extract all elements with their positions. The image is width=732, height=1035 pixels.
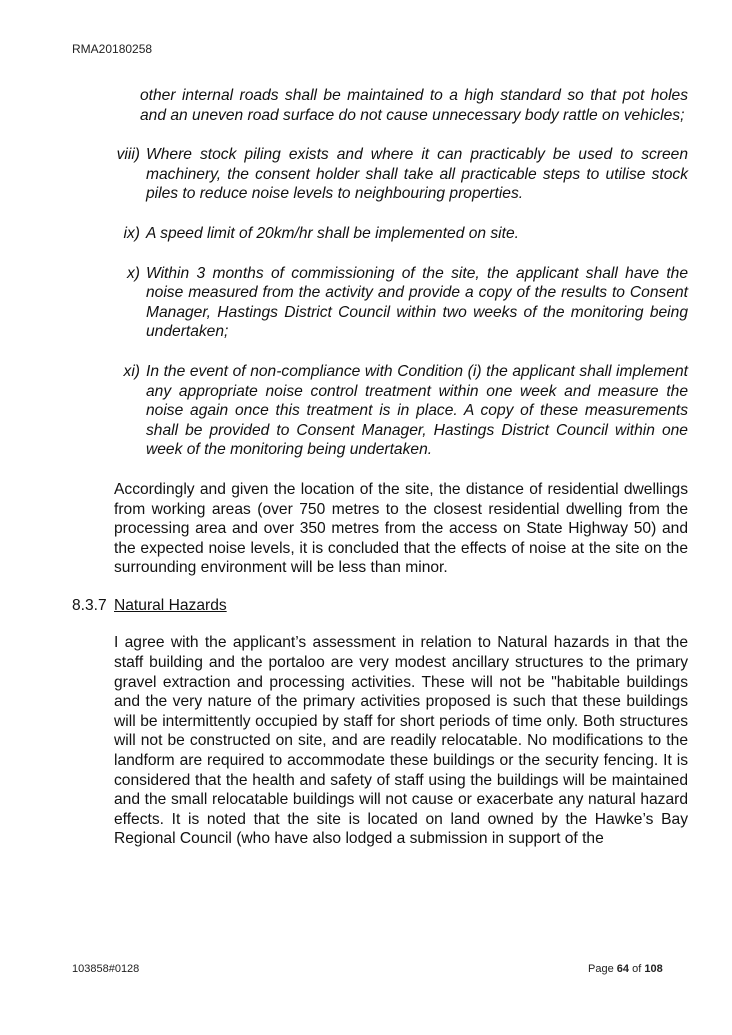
condition-text: Within 3 months of commissioning of the site, the applicant shall have the noise measured from the activity and provide a copy of the results to Consent Manager, Hastings District Council within two weeks of the monitoring being undertaken; <box>146 264 688 341</box>
noise-conclusion-paragraph: Accordingly and given the location of the site, the distance of residential dwellings from working areas (over 750 metres to the closest residential dwelling from the processing area and over 350 metres from the access on State Highway 50) and the expected noise levels, it is concluded that the effects of noise at the site on the surrounding environment will be less than minor. <box>114 480 688 577</box>
condition-item <box>72 224 688 244</box>
natural-hazards-paragraph: I agree with the applicant’s assessment in relation to Natural hazards in that the staff building and the portaloo are very modest ancillary structures to the primary gravel extraction and processing activities. These will not be "habitable buildings and the very nature of the primary activities proposed is such that these buildings will be intermittently occupied by staff for short periods of time only. Both structures will not be constructed on site, and are readily relocatable. No modifications to the landform are required to accommodate these buildings or the security fencing. It is considered that the health and safety of staff using the buildings will be maintained and the small relocatable buildings will not cause or exacerbate any natural hazard effects. It is noted that the site is located on land owned by the Hawke’s Bay Regional Council (who have also lodged a submission in support of the <box>114 634 688 848</box>
page-current: 64 <box>616 963 630 975</box>
footer-document-id: 103858#0128 <box>72 963 140 975</box>
condition-item <box>72 145 688 204</box>
condition-continuation-text: other internal roads shall be maintained to a high standard so that pot holes and an uneven road surface do not cause unnecessary body rattle on vehicles; <box>140 87 688 124</box>
document-reference: RMA20180258 <box>72 42 153 56</box>
condition-item <box>72 264 688 342</box>
section-heading <box>72 596 688 616</box>
section-title: Natural Hazards <box>114 596 227 614</box>
condition-number: viii) <box>116 146 140 164</box>
condition-text: In the event of non-compliance with Condition (i) the applicant shall implement any appropriate noise control treatment within one week and measure the noise again once this treatment is in place. A copy of these measurements shall be provided to Consent Manager, Hastings District Council within one week of the monitoring being undertaken. <box>146 362 688 459</box>
section-number: 8.3.7 <box>72 596 107 614</box>
condition-item <box>72 362 688 460</box>
condition-number: xi) <box>123 362 140 380</box>
page-prefix: Page <box>588 963 614 975</box>
page-content <box>72 86 688 849</box>
condition-number: x) <box>127 264 140 282</box>
condition-text: A speed limit of 20km/hr shall be implemented on site. <box>146 224 519 242</box>
page-number <box>588 963 663 975</box>
page-total: 108 <box>644 963 663 975</box>
condition-number: ix) <box>123 224 140 242</box>
condition-text: Where stock piling exists and where it can practicably be used to screen machinery, the consent holder shall take all practicable steps to utilise stock piles to reduce noise levels to neighbouring properties. <box>146 146 688 203</box>
page-of: of <box>632 963 642 975</box>
condition-continuation <box>72 86 688 125</box>
